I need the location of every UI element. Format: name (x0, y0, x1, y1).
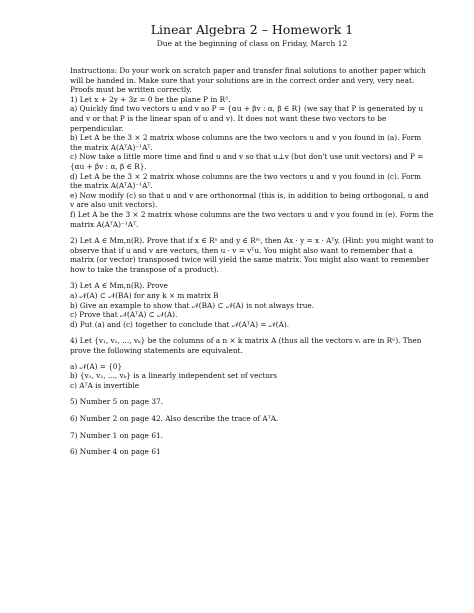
problem-3-intro: 3) Let A ∈ Mm,n(R). Prove (70, 281, 169, 291)
problem-3b: b) Give an example to show that 𝒩(BA) ⊂ 𝒩(A) is not always true. (70, 300, 315, 310)
problem-1e: e) Now modify (c) so that u and v are orthonormal (this is, in addition to being orthogonal, u and v are also unit vectors). (70, 190, 429, 210)
problem-3c: c) Prove that 𝒩(AᵀA) ⊂ 𝒩(A). (70, 310, 178, 320)
problem-3 (70, 281, 434, 329)
problem-1b: b) Let A be the 3 × 2 matrix whose columns are the two vectors u and v you found in (a). Form the matrix A(AᵀA)⁻¹Aᵀ. (70, 133, 422, 152)
problem-4 (70, 336, 434, 390)
due-date: Due at the beginning of class on Friday, March 12 (156, 39, 348, 48)
problem-1f: f) Let A be the 3 × 2 matrix whose columns are the two vectors u and v you found in (e). Form the matrix A(AᵀA)⁻¹Aᵀ. (70, 209, 434, 229)
problem-1c: c) Now take a little more time and find u and v so that u⊥v (but don't use unit vectors) and P = {αu + βv : α, β ∈ R}. (70, 152, 424, 171)
problem-4-intro: 4) Let {v₁, v₂, ..., vₖ} be the columns of a n × k matrix A (thus all the vectors vᵢ are in Rⁿ). Then prove the following statements are equivalent. (70, 336, 422, 356)
page-title: Linear Algebra 2 – Homework 1 (150, 22, 354, 37)
problem-7: 7) Number 1 on page 61. (70, 430, 163, 440)
problem-1a: a) Quickly find two vectors u and v so P = {αu + βv : α, β ∈ R} (we say that P is generated by u and v or that P is the linear span of u and v). It does not want these two vectors to be perpendicular. (70, 104, 424, 133)
problem-4a: a) 𝒩(A) = {0} (70, 361, 123, 371)
problem-1 (70, 95, 434, 229)
problem-2: 2) Let A ∈ Mm,n(R). Prove that if x ∈ Rⁿ and y ∈ Rᵐ, then Ax · y = x · Aᵀy. (Hint: you might want to observe that if u and v are vectors, then u · v = vᵀu. You might also want to remember that a matrix (or vector) transposed twice will yield the same matrix. You might also want to remember how to take the transpose of a product). (70, 236, 434, 274)
instructions: Instructions: Do your work on scratch paper and transfer final solutions to another paper which will be handed in. Make sure that your solutions are in the correct order and very, very neat. Proofs must be written correctly. (70, 66, 426, 95)
problem-6: 6) Number 2 on page 42. Also describe the trace of AᵀA. (70, 414, 279, 423)
problem-4c: c) AᵀA is invertible (70, 380, 140, 390)
problem-1-intro: 1) Let x + 2y + 3z = 0 be the plane P in R³. (70, 94, 231, 104)
problem-3a: a) 𝒩(A) ⊂ 𝒩(BA) for any k × m matrix B (70, 291, 219, 301)
problem-1d: d) Let A be the 3 × 2 matrix whose columns are the two vectors u and v you found in (c). Form the matrix A(AᵀA)⁻¹Aᵀ. (70, 171, 421, 191)
problem-5: 5) Number 5 on page 37. (70, 397, 163, 407)
problem-4b: b) {v₁, v₂, ..., vₖ} is a linearly independent set of vectors (70, 371, 278, 381)
problem-3d: d) Put (a) and (c) together to conclude that 𝒩(AᵀA) = 𝒩(A). (70, 319, 290, 329)
problem-8: 6) Number 4 on page 61 (70, 447, 161, 457)
